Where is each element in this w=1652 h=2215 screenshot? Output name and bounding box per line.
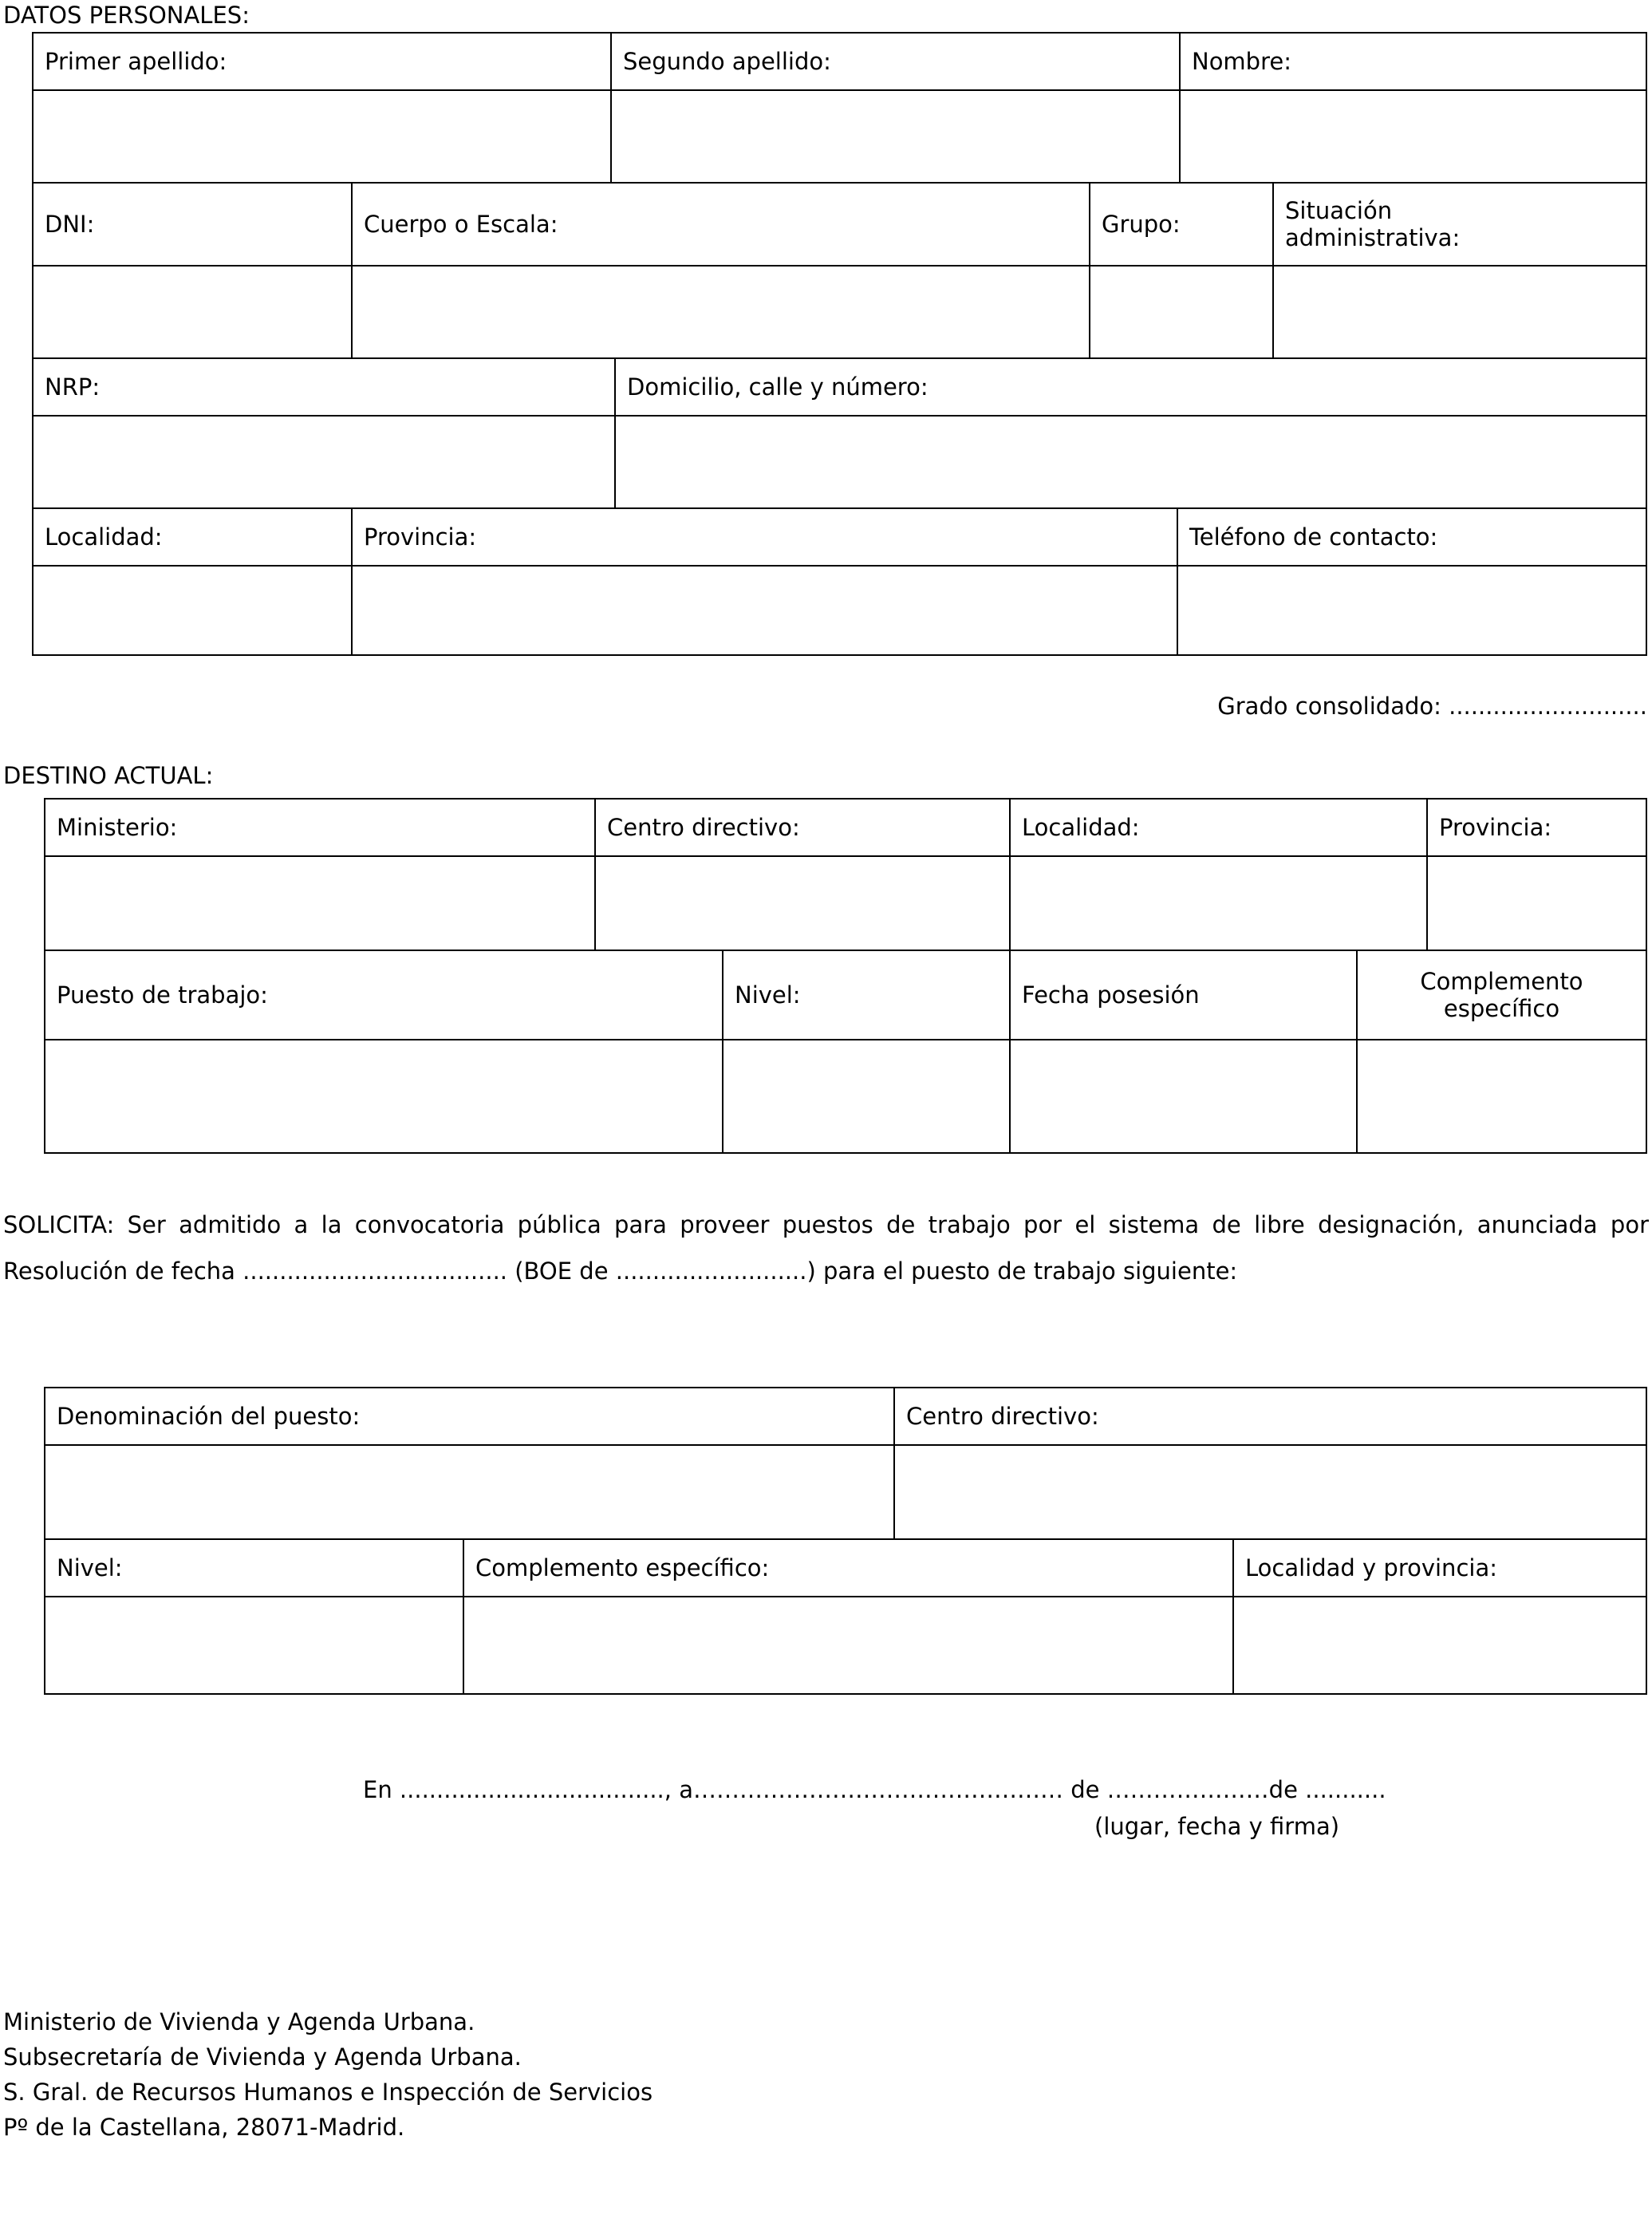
datos-personales-table	[32, 32, 1647, 656]
field-cell-ministerio	[45, 857, 596, 950]
label-telefono: Teléfono de contacto:	[1189, 523, 1438, 551]
field-cell-situacion-administrativa	[1274, 267, 1646, 357]
field-cell-segundo-apellido	[612, 91, 1181, 182]
label-localidad: Localidad:	[45, 523, 163, 551]
label-cell-nrp	[34, 359, 616, 415]
field-cell-domicilio	[616, 417, 1646, 507]
field-cell-centro-directivo-solicitado	[895, 1446, 1646, 1538]
label-complemento-especifico: Complemento específico	[1420, 968, 1583, 1022]
label-fecha-posesion: Fecha posesión	[1022, 981, 1200, 1009]
table-row-fields	[34, 267, 1646, 359]
label-cell-nombre	[1181, 34, 1646, 89]
label-dni: DNI:	[45, 211, 95, 238]
label-cell-primer-apellido	[34, 34, 612, 89]
label-cell-provincia-destino	[1428, 800, 1646, 855]
table-row-labels	[34, 509, 1646, 567]
label-cell-ministerio	[45, 800, 596, 855]
field-cell-localidad-destino	[1011, 857, 1428, 950]
field-cell-localidad	[34, 567, 353, 654]
table-row-labels	[34, 34, 1646, 91]
signature-caption: (lugar, fecha y firma)	[1094, 1813, 1340, 1840]
puesto-solicitado-table	[44, 1387, 1647, 1695]
field-cell-grupo	[1090, 267, 1274, 357]
label-ministerio: Ministerio:	[57, 814, 178, 841]
field-cell-centro-directivo	[596, 857, 1011, 950]
label-nivel-destino: Nivel:	[735, 981, 801, 1009]
field-cell-provincia-destino	[1428, 857, 1646, 950]
field-cell-complemento-solicitado	[464, 1597, 1234, 1693]
table-row-fields	[45, 1040, 1646, 1152]
label-complemento-solicitado: Complemento específico:	[475, 1554, 770, 1581]
label-grupo: Grupo:	[1102, 211, 1181, 238]
field-cell-complemento-especifico	[1358, 1040, 1646, 1152]
label-puesto-trabajo: Puesto de trabajo:	[57, 981, 268, 1009]
label-centro-directivo-solicitado: Centro directivo:	[906, 1403, 1099, 1430]
table-row-fields	[45, 857, 1646, 951]
label-cell-complemento-especifico	[1358, 951, 1646, 1039]
label-provincia: Provincia:	[364, 523, 477, 551]
label-cell-centro-directivo	[596, 800, 1011, 855]
label-localidad-destino: Localidad:	[1022, 814, 1140, 841]
table-row-labels	[34, 359, 1646, 417]
table-row-fields	[34, 417, 1646, 509]
footer-line-direccion: Pº de la Castellana, 28071-Madrid.	[3, 2114, 405, 2141]
label-cell-grupo	[1090, 184, 1274, 265]
table-row-labels	[45, 1388, 1646, 1446]
label-cell-situacion-administrativa	[1274, 184, 1646, 265]
field-cell-nombre	[1181, 91, 1646, 182]
label-provincia-destino: Provincia:	[1439, 814, 1552, 841]
table-row-fields	[34, 91, 1646, 184]
field-cell-cuerpo-escala	[353, 267, 1090, 357]
label-cuerpo-escala: Cuerpo o Escala:	[364, 211, 558, 238]
label-cell-telefono	[1178, 509, 1646, 565]
field-cell-nivel-destino	[723, 1040, 1011, 1152]
label-situacion-administrativa: Situación administrativa:	[1285, 197, 1461, 251]
label-cell-cuerpo-escala	[353, 184, 1090, 265]
label-cell-fecha-posesion	[1011, 951, 1358, 1039]
field-cell-dni	[34, 267, 353, 357]
table-row-labels	[45, 1540, 1646, 1597]
field-cell-denominacion-puesto	[45, 1446, 895, 1538]
field-cell-puesto-trabajo	[45, 1040, 723, 1152]
field-cell-localidad-provincia	[1234, 1597, 1646, 1693]
label-nrp: NRP:	[45, 373, 101, 401]
table-row-fields	[34, 567, 1646, 654]
field-cell-fecha-posesion	[1011, 1040, 1358, 1152]
grado-consolidado-line: Grado consolidado: ...........................	[1217, 693, 1647, 720]
label-localidad-provincia: Localidad y provincia:	[1245, 1554, 1497, 1581]
solicita-paragraph: SOLICITA: Ser admitido a la convocatoria pública para proveer puestos de trabajo por el sistema de libre designación, anunciada por Resolución de fecha .................................... (BOE de ..........................) para el puesto de trabajo siguiente:	[3, 1211, 1649, 1285]
field-cell-provincia	[353, 567, 1178, 654]
footer-address-block	[3, 2004, 653, 2145]
section-heading-datos-personales: DATOS PERSONALES:	[3, 2, 250, 29]
field-cell-nivel-solicitado	[45, 1597, 464, 1693]
footer-line-ministerio: Ministerio de Vivienda y Agenda Urbana.	[3, 2008, 475, 2035]
destino-actual-table	[44, 798, 1647, 1154]
footer-line-subsecretaria: Subsecretaría de Vivienda y Agenda Urbana.	[3, 2043, 522, 2071]
label-denominacion-puesto: Denominación del puesto:	[57, 1403, 361, 1430]
signature-date-line: En ...................................., a………………………………………… de …………………de ...........	[363, 1776, 1386, 1803]
table-row-labels	[45, 951, 1646, 1040]
label-cell-segundo-apellido	[612, 34, 1181, 89]
section-heading-destino-actual: DESTINO ACTUAL:	[3, 762, 214, 789]
field-cell-primer-apellido	[34, 91, 612, 182]
label-cell-centro-directivo-solicitado	[895, 1388, 1646, 1444]
table-row-fields	[45, 1446, 1646, 1540]
label-nombre: Nombre:	[1192, 48, 1291, 75]
label-cell-complemento-solicitado	[464, 1540, 1234, 1596]
label-cell-localidad-destino	[1011, 800, 1428, 855]
footer-line-recursos-humanos: S. Gral. de Recursos Humanos e Inspección de Servicios	[3, 2079, 653, 2106]
label-cell-dni	[34, 184, 353, 265]
table-row-fields	[45, 1597, 1646, 1693]
label-cell-provincia	[353, 509, 1178, 565]
label-cell-puesto-trabajo	[45, 951, 723, 1039]
label-primer-apellido: Primer apellido:	[45, 48, 227, 75]
label-cell-nivel-solicitado	[45, 1540, 464, 1596]
label-segundo-apellido: Segundo apellido:	[623, 48, 831, 75]
label-cell-nivel-destino	[723, 951, 1011, 1039]
label-nivel-solicitado: Nivel:	[57, 1554, 123, 1581]
label-cell-localidad	[34, 509, 353, 565]
table-row-labels	[45, 800, 1646, 857]
table-row-labels	[34, 184, 1646, 267]
label-centro-directivo: Centro directivo:	[607, 814, 800, 841]
label-cell-localidad-provincia	[1234, 1540, 1646, 1596]
label-cell-domicilio	[616, 359, 1646, 415]
field-cell-nrp	[34, 417, 616, 507]
label-domicilio: Domicilio, calle y número:	[627, 373, 929, 401]
label-cell-denominacion-puesto	[45, 1388, 895, 1444]
field-cell-telefono	[1178, 567, 1646, 654]
